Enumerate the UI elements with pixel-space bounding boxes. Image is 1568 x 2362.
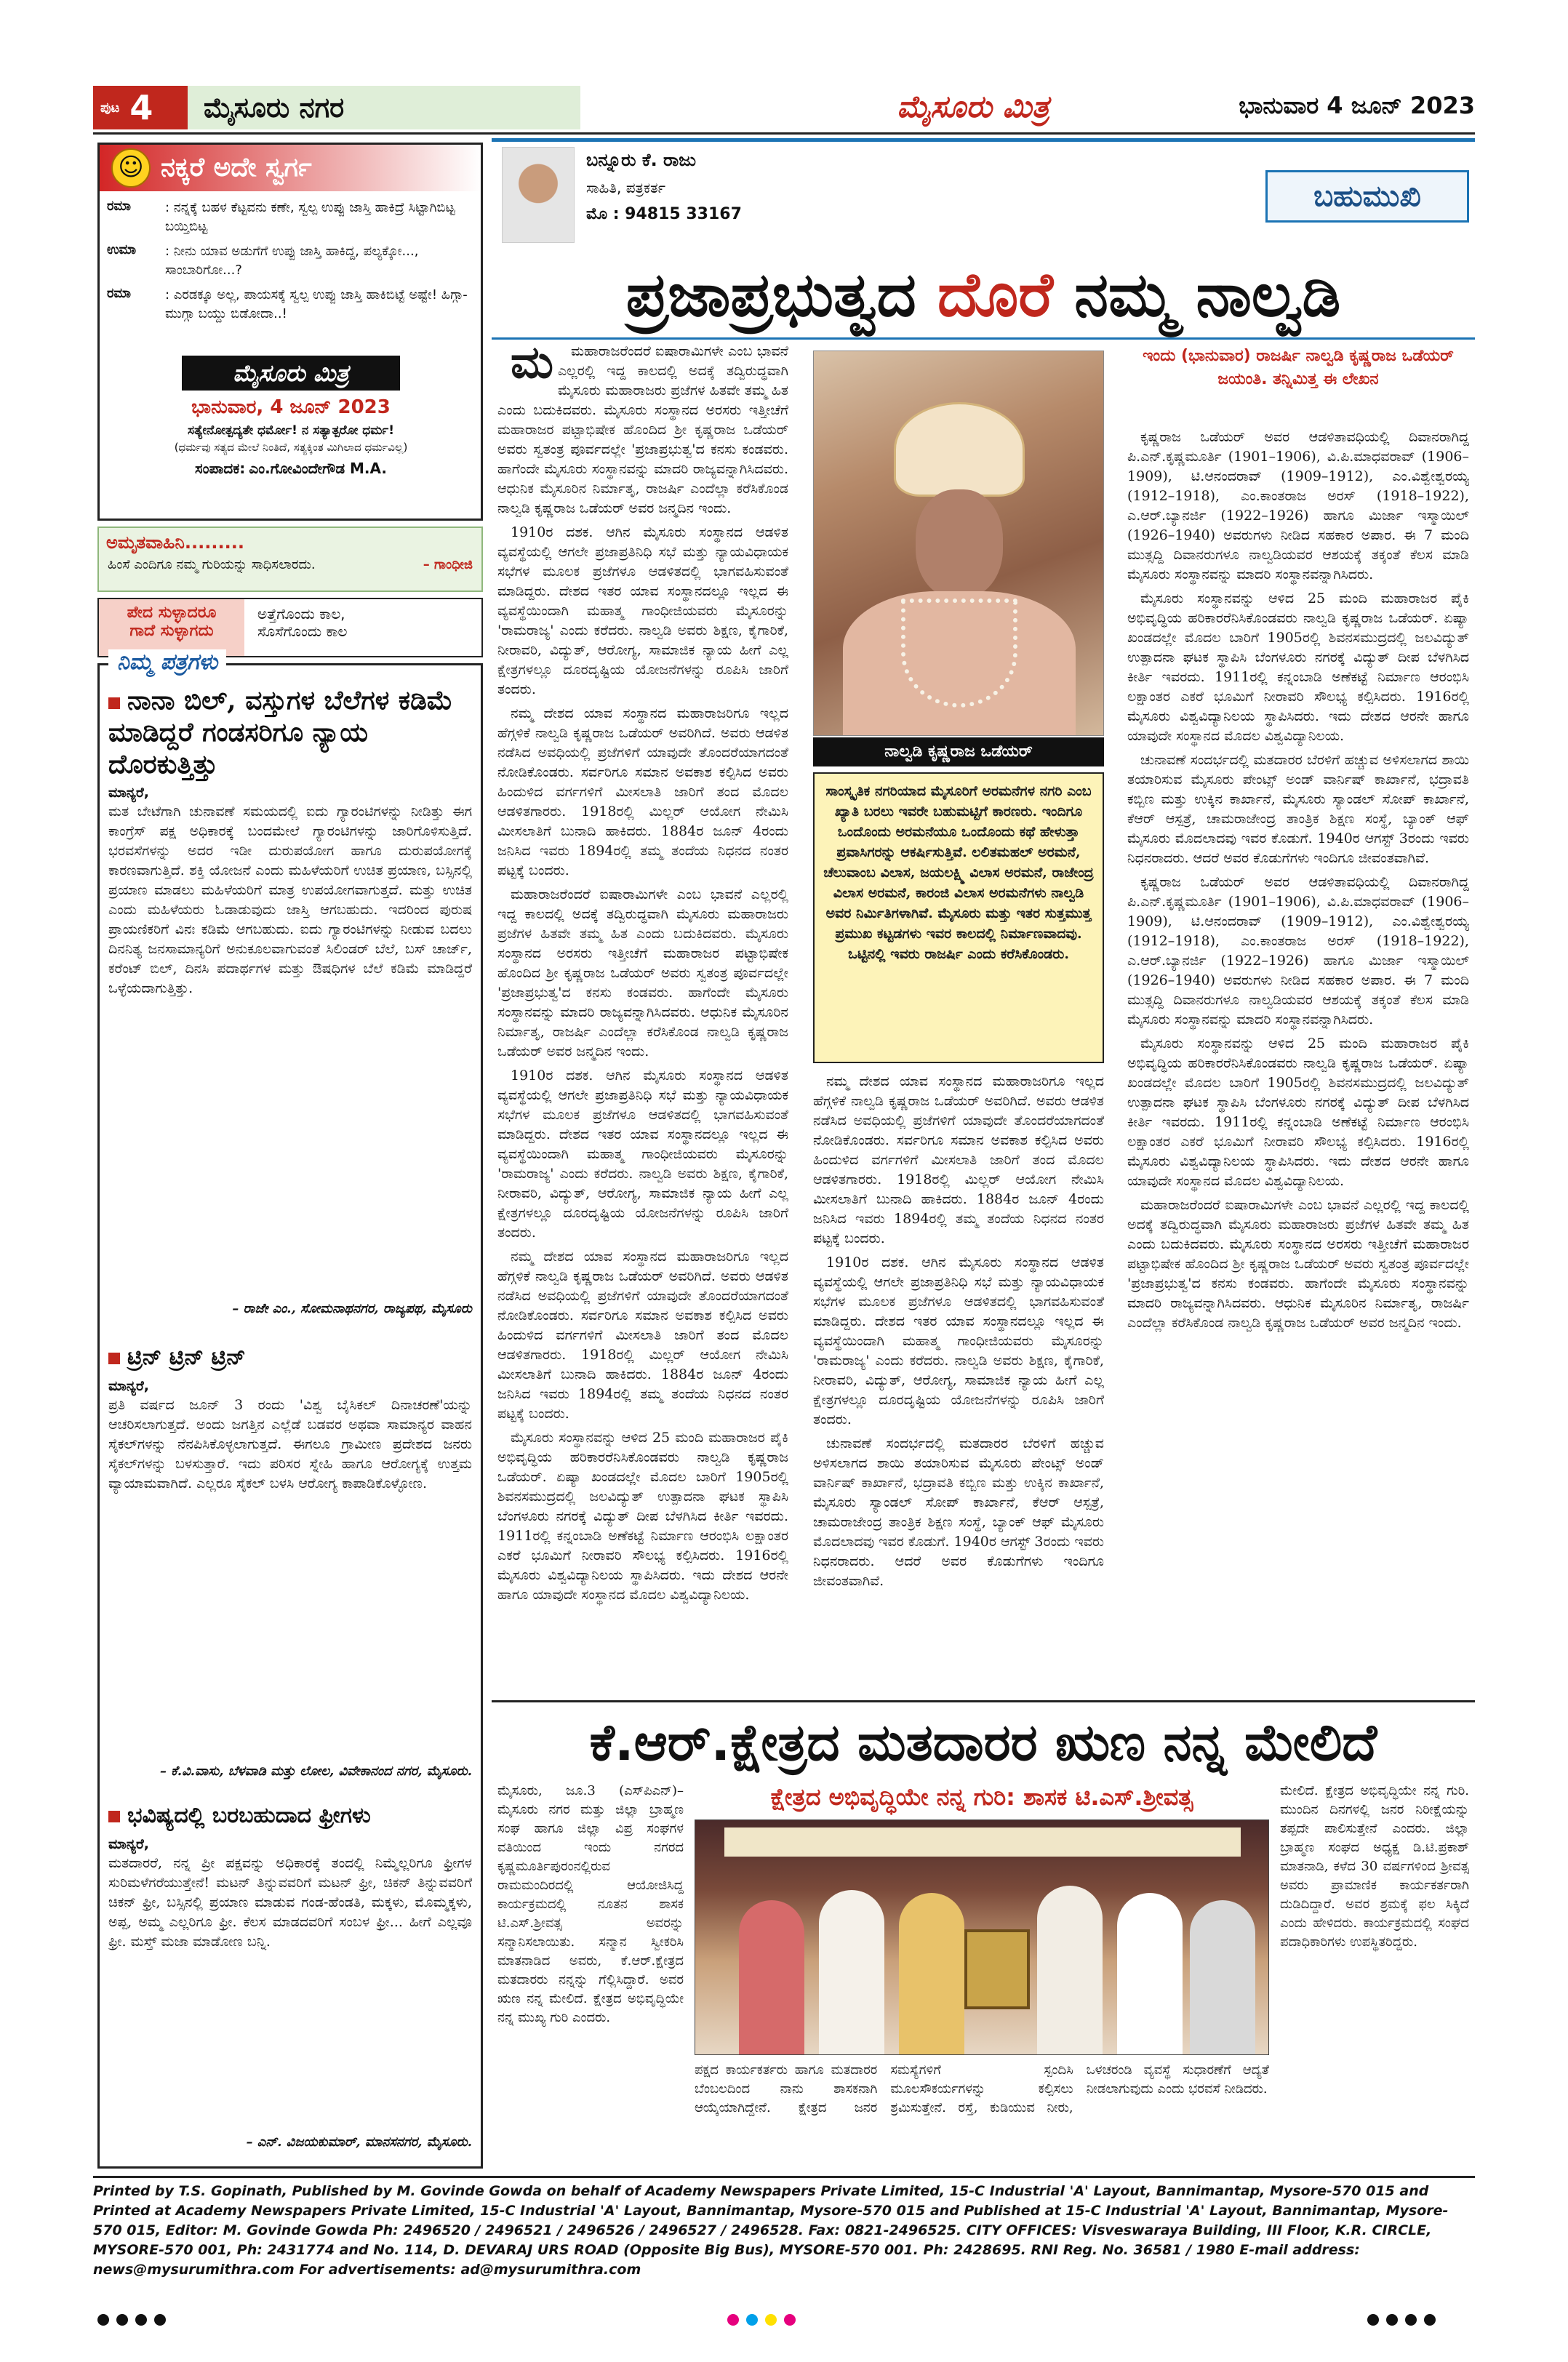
letter-signature: – ಕೆ.ವಿ.ವಾಸು, ಬೆಳವಾಡಿ ಮತ್ತು ಲೋಲ, ವಿವೇಕಾನಂದ ನಗರ, ಮೈಸೂರು. <box>159 1764 472 1779</box>
humor-text: : ಎರಡಕ್ಕೂ ಅಲ್ಲ, ಪಾಯಸಕ್ಕೆ ಸ್ವಲ್ಪ ಉಪ್ಪು ಜಾಸ್ತಿ ಹಾಕಿಬಿಟ್ಟೆ ಅಷ್ಟೇ! ಹಿಗ್ಗಾ-ಮುಗ್ಗಾ ಬಯ್ದು ಬಿಡೋದಾ..! <box>165 287 468 321</box>
article-paragraph: ನಮ್ಮ ದೇಶದ ಯಾವ ಸಂಸ್ಥಾನದ ಮಹಾರಾಜರಿಗೂ ಇಲ್ಲದ ಹೆಗ್ಗಳಿಕೆ ನಾಲ್ವಡಿ ಕೃಷ್ಣರಾಜ ಒಡೆಯರ್ ಅವರಿಗಿದೆ. ಅವರು ಆಡಳಿತ ನಡೆಸಿದ ಅವಧಿಯಲ್ಲಿ ಪ್ರಜೆಗಳಿಗೆ ಯಾವುದೇ ತೊಂದರೆಯಾಗದಂತೆ ನೋಡಿಕೊಂಡರು. ಸರ್ವರಿಗೂ ಸಮಾನ ಅವಕಾಶ ಕಲ್ಪಿಸಿದ ಅವರು ಹಿಂದುಳಿದ ವರ್ಗಗಳಿಗೆ ಮೀಸಲಾತಿ ಜಾರಿಗೆ ತಂದ ಮೊದಲ ಆಡಳಿತಗಾರರು. 1918ರಲ್ಲಿ ಮಿಲ್ಲರ್ ಆಯೋಗ ನೇಮಿಸಿ ಮೀಸಲಾತಿಗೆ ಬುನಾದಿ ಹಾಕಿದರು. 1884ರ ಜೂನ್ 4ರಂದು ಜನಿಸಿದ ಇವರು 1894ರಲ್ಲಿ ತಮ್ಮ ತಂದೆಯ ನಿಧನದ ನಂತರ ಪಟ್ಟಕ್ಕೆ ಬಂದರು. <box>497 1249 788 1422</box>
letter-3 <box>108 1800 472 2150</box>
proverb-box <box>97 598 483 657</box>
humor-line <box>107 242 475 280</box>
letter-salutation: ಮಾನ್ಯರೆ, <box>108 785 149 801</box>
person-figure <box>1190 1900 1255 2055</box>
masthead-box <box>107 356 475 516</box>
article-paragraph: ನಮ್ಮ ದೇಶದ ಯಾವ ಸಂಸ್ಥಾನದ ಮಹಾರಾಜರಿಗೂ ಇಲ್ಲದ ಹೆಗ್ಗಳಿಕೆ ನಾಲ್ವಡಿ ಕೃಷ್ಣರಾಜ ಒಡೆಯರ್ ಅವರಿಗಿದೆ. ಅವರು ಆಡಳಿತ ನಡೆಸಿದ ಅವಧಿಯಲ್ಲಿ ಪ್ರಜೆಗಳಿಗೆ ಯಾವುದೇ ತೊಂದರೆಯಾಗದಂತೆ ನೋಡಿಕೊಂಡರು. ಸರ್ವರಿಗೂ ಸಮಾನ ಅವಕಾಶ ಕಲ್ಪಿಸಿದ ಅವರು ಹಿಂದುಳಿದ ವರ್ಗಗಳಿಗೆ ಮೀಸಲಾತಿ ಜಾರಿಗೆ ತಂದ ಮೊದಲ ಆಡಳಿತಗಾರರು. 1918ರಲ್ಲಿ ಮಿಲ್ಲರ್ ಆಯೋಗ ನೇಮಿಸಿ ಮೀಸಲಾತಿಗೆ ಬುನಾದಿ ಹಾಕಿದರು. 1884ರ ಜೂನ್ 4ರಂದು ಜನಿಸಿದ ಇವರು 1894ರಲ್ಲಿ ತಮ್ಮ ತಂದೆಯ ನಿಧನದ ನಂತರ ಪಟ್ಟಕ್ಕೆ ಬಂದರು. <box>813 1073 1104 1246</box>
person-figure <box>739 1900 804 2055</box>
news-column-left: ಮೈಸೂರು, ಜೂ.3 (ಎಸ್‌ಪಿಎನ್)– ಮೈಸೂರು ನಗರ ಮತ್ತು ಜಿಲ್ಲಾ ಬ್ರಾಹ್ಮಣ ಸಂಘ ಹಾಗೂ ಜಿಲ್ಲಾ ವಿಪ್ರ ಸಂಘಗಳ ವತಿಯಿಂದ ಇಂದು ನಗರದ ಕೃಷ್ಣಮೂರ್ತಿಪುರಂನಲ್ಲಿರುವ ರಾಮಮಂದಿರದಲ್ಲಿ ಆಯೋಜಿಸಿದ್ದ ಕಾರ್ಯಕ್ರಮದಲ್ಲಿ ನೂತನ ಶಾಸಕ ಟಿ.ಎಸ್.ಶ್ರೀವತ್ಸ ಅವರನ್ನು ಸನ್ಮಾನಿಸಲಾಯಿತು. ಸನ್ಮಾನ ಸ್ವೀಕರಿಸಿ ಮಾತನಾಡಿದ ಅವರು, ಕೆ.ಆರ್.ಕ್ಷೇತ್ರದ ಮತದಾರರು ನನ್ನನ್ನು ಗೆಲ್ಲಿಸಿದ್ದಾರೆ. ಅವರ ಋಣ ನನ್ನ ಮೇಲಿದೆ. ಕ್ಷೇತ್ರದ ಅಭಿವೃದ್ಧಿಯೇ ನನ್ನ ಮುಖ್ಯ ಗುರಿ ಎಂದರು. <box>497 1783 684 2025</box>
article-paragraph: ಮಹಾರಾಜರೆಂದರೆ ಐಷಾರಾಮಿಗಳೇ ಎಂಬ ಭಾವನೆ ಎಲ್ಲರಲ್ಲಿ ಇದ್ದ ಕಾಲದಲ್ಲಿ ಅದಕ್ಕೆ ತದ್ವಿರುದ್ಧವಾಗಿ ಮೈಸೂರು ಮಹಾರಾಜರು ಪ್ರಜೆಗಳ ಹಿತವೇ ತಮ್ಮ ಹಿತ ಎಂದು ಬದುಕಿದವರು. ಮೈಸೂರು ಸಂಸ್ಥಾನದ ಅರಸರು ಇತ್ತೀಚೆಗೆ ಮಹಾರಾಜರ ಪಟ್ಟಾಭಿಷೇಕ ಹೊಂದಿದ ಶ್ರೀ ಕೃಷ್ಣರಾಜ ಒಡೆಯರ್ ಅವರು ಸ್ವತಂತ್ರ ಪೂರ್ವದಲ್ಲೇ 'ಪ್ರಜಾಪ್ರಭುತ್ವ'ದ ಕನಸು ಕಂಡವರು. ಹಾಗೆಂದೇ ಮೈಸೂರು ಸಂಸ್ಥಾನವನ್ನು ಮಾದರಿ ರಾಜ್ಯವನ್ನಾಗಿಸಿದವರು. ಆಧುನಿಕ ಮೈಸೂರಿನ ನಿರ್ಮಾತೃ, ರಾಜರ್ಷಿ ಎಂದೆಲ್ಲಾ ಕರೆಸಿಕೊಂಡ ನಾಲ್ವಡಿ ಕೃಷ್ಣರಾಜ ಒಡೆಯರ್ ಅವರ ಜನ್ಮದಿನ ಇಂದು. <box>1127 1197 1469 1331</box>
article-paragraph: ನಮ್ಮ ದೇಶದ ಯಾವ ಸಂಸ್ಥಾನದ ಮಹಾರಾಜರಿಗೂ ಇಲ್ಲದ ಹೆಗ್ಗಳಿಕೆ ನಾಲ್ವಡಿ ಕೃಷ್ಣರಾಜ ಒಡೆಯರ್ ಅವರಿಗಿದೆ. ಅವರು ಆಡಳಿತ ನಡೆಸಿದ ಅವಧಿಯಲ್ಲಿ ಪ್ರಜೆಗಳಿಗೆ ಯಾವುದೇ ತೊಂದರೆಯಾಗದಂತೆ ನೋಡಿಕೊಂಡರು. ಸರ್ವರಿಗೂ ಸಮಾನ ಅವಕಾಶ ಕಲ್ಪಿಸಿದ ಅವರು ಹಿಂದುಳಿದ ವರ್ಗಗಳಿಗೆ ಮೀಸಲಾತಿ ಜಾರಿಗೆ ತಂದ ಮೊದಲ ಆಡಳಿತಗಾರರು. 1918ರಲ್ಲಿ ಮಿಲ್ಲರ್ ಆಯೋಗ ನೇಮಿಸಿ ಮೀಸಲಾತಿಗೆ ಬುನಾದಿ ಹಾಕಿದರು. 1884ರ ಜೂನ್ 4ರಂದು ಜನಿಸಿದ ಇವರು 1894ರಲ್ಲಿ ತಮ್ಮ ತಂದೆಯ ನಿಧನದ ನಂತರ ಪಟ್ಟಕ್ಕೆ ಬಂದರು. <box>497 705 788 878</box>
article-top-rule <box>492 138 1475 142</box>
header-date: ಭಾನುವಾರ 4 ಜೂನ್ 2023 <box>1239 92 1475 119</box>
article-column-1 <box>497 342 788 1694</box>
article-headline <box>492 255 1475 335</box>
amrutavahini-quote-line <box>99 553 481 577</box>
article-paragraph: ಮಹಾರಾಜರೆಂದರೆ ಐಷಾರಾಮಿಗಳೇ ಎಂಬ ಭಾವನೆ ಎಲ್ಲರಲ್ಲಿ ಇದ್ದ ಕಾಲದಲ್ಲಿ ಅದಕ್ಕೆ ತದ್ವಿರುದ್ಧವಾಗಿ ಮೈಸೂರು ಮಹಾರಾಜರು ಪ್ರಜೆಗಳ ಹಿತವೇ ತಮ್ಮ ಹಿತ ಎಂದು ಬದುಕಿದವರು. ಮೈಸೂರು ಸಂಸ್ಥಾನದ ಅರಸರು ಇತ್ತೀಚೆಗೆ ಮಹಾರಾಜರ ಪಟ್ಟಾಭಿಷೇಕ ಹೊಂದಿದ ಶ್ರೀ ಕೃಷ್ಣರಾಜ ಒಡೆಯರ್ ಅವರು ಸ್ವತಂತ್ರ ಪೂರ್ವದಲ್ಲೇ 'ಪ್ರಜಾಪ್ರಭುತ್ವ'ದ ಕನಸು ಕಂಡವರು. ಹಾಗೆಂದೇ ಮೈಸೂರು ಸಂಸ್ಥಾನವನ್ನು ಮಾದರಿ ರಾಜ್ಯವನ್ನಾಗಿಸಿದವರು. ಆಧುನಿಕ ಮೈಸೂರಿನ ನಿರ್ಮಾತೃ, ರಾಜರ್ಷಿ ಎಂದೆಲ್ಲಾ ಕರೆಸಿಕೊಂಡ ನಾಲ್ವಡಿ ಕೃಷ್ಣರಾಜ ಒಡೆಯರ್ ಅವರ ಜನ್ಮದಿನ ಇಂದು. <box>497 886 788 1060</box>
letter-signature: – ರಾಜೇ ಎಂ., ಸೋಮನಾಥನಗರ, ರಾಜ್ಯಪಥ, ಮೈಸೂರು <box>232 1301 472 1316</box>
letters-section-title: ನಿಮ್ಮ ಪತ್ರಗಳು <box>108 649 226 675</box>
letter-body: ಮತ ಬೇಟೆಗಾಗಿ ಚುನಾವಣೆ ಸಮಯದಲ್ಲಿ ಐದು ಗ್ಯಾರಂಟಿಗಳನ್ನು ನೀಡಿತ್ತು ಈಗ ಕಾಂಗ್ರೆಸ್ ಪಕ್ಷ ಅಧಿಕಾರಕ್ಕೆ ಬಂದಮೇಲೆ ಗ್ಯಾರಂಟಿಗಳನ್ನು ಜಾರಿಗೊಳಿಸುತ್ತಿದೆ. ಭರವಸೆಗಳನ್ನು ಅದರ ಇಡೀ ದುರುಪಯೋಗ ಹಾಗೂ ದುರುಪಯೋಗಕ್ಕೆ ಕಾರಣವಾಗುತ್ತಿದೆ. ಶಕ್ತಿ ಯೋಜನೆ ಎಂದು ಮಹಿಳೆಯರಿಗೆ ಉಚಿತ ಪ್ರಯಾಣ, ಬಸ್ಸಿನಲ್ಲಿ ಪ್ರಯಾಣ ಮಾಡಲು ಮಹಿಳೆಯರಿಗೆ ಮಾತ್ರ ಉಪಯೋಗವಾಗುತ್ತದೆ. ಮತ್ತು ಉಚಿತ ಎಂದು ಮಹಿಳೆಯರು ಓಡಾಡುವುದು ಜಾಸ್ತಿ ಆಗಬಹುದು. ಇದರಿಂದ ಪುರುಷ ಪ್ರಾಯಣಿಕರಿಗೆ ವಿನಃ ಕಡಿಮೆ ಆಗಬಹುದು. ಐದು ಗ್ಯಾರಂಟಿಗಳನ್ನು ನೀಡುವ ಬದಲು ದಿನನಿತ್ಯ ಜನಸಾಮಾನ್ಯರಿಗೆ ಅನುಕೂಲವಾಗುವಂತೆ ಸಿಲಿಂಡರ್ ಬೆಲೆ, ಬಸ್ ಚಾರ್ಜ್, ಕರೆಂಟ್ ಬಿಲ್, ದಿನಸಿ ಪದಾರ್ಥಗಳ ಮತ್ತು ಔಷಧಿಗಳ ಬೆಲೆ ಕಡಿಮೆ ಮಾಡಿದ್ದರೆ ಒಳ್ಳೆಯದಾಗುತ್ತಿತ್ತು. <box>108 804 472 996</box>
color-dot <box>116 2314 128 2326</box>
color-dot <box>784 2314 796 2326</box>
humor-speaker: ರಮಾ <box>107 286 131 301</box>
person-figure <box>1117 1893 1183 2055</box>
letters-section <box>97 649 483 2169</box>
letter-2 <box>108 1342 472 1779</box>
side-headline: ಇಂದು (ಭಾನುವಾರ) ರಾಜರ್ಷಿ ನಾಲ್ವಡಿ ಕೃಷ್ಣರಾಜ ಒಡೆಯರ್ ಜಯಂತಿ. ತನ್ನಿಮಿತ್ತ ಈ ಲೇಖನ <box>1143 347 1454 388</box>
person-figure <box>819 1890 884 2055</box>
humor-title-bar <box>100 145 481 191</box>
article-paragraph: 1910ರ ದಶಕ. ಆಗಿನ ಮೈಸೂರು ಸಂಸ್ಥಾನದ ಆಡಳಿತ ವ್ಯವಸ್ಥೆಯಲ್ಲಿ ಆಗಲೇ ಪ್ರಜಾಪ್ರತಿನಿಧಿ ಸಭೆ ಮತ್ತು ನ್ಯಾಯವಿಧಾಯಕ ಸಭೆಗಳ ಮೂಲಕ ಪ್ರಜೆಗಳೂ ಆಡಳಿತದಲ್ಲಿ ಭಾಗವಹಿಸುವಂತೆ ಮಾಡಿದ್ದರು. ದೇಶದ ಇತರ ಯಾವ ಸಂಸ್ಥಾನದಲ್ಲೂ ಇಲ್ಲದ ಈ ವ್ಯವಸ್ಥೆಯಿಂದಾಗಿ ಮಹಾತ್ಮ ಗಾಂಧೀಜಿಯವರು ಮೈಸೂರನ್ನು 'ರಾಮರಾಜ್ಯ' ಎಂದು ಕರೆದರು. ನಾಲ್ವಡಿ ಅವರು ಶಿಕ್ಷಣ, ಕೈಗಾರಿಕೆ, ನೀರಾವರಿ, ವಿದ್ಯುತ್, ಆರೋಗ್ಯ, ಸಾಮಾಜಿಕ ನ್ಯಾಯ ಹೀಗೆ ಎಲ್ಲ ಕ್ಷೇತ್ರಗಳಲ್ಲೂ ದೂರದೃಷ್ಟಿಯ ಯೋಜನೆಗಳನ್ನು ರೂಪಿಸಿ ಜಾರಿಗೆ ತಂದರು. <box>813 1254 1104 1428</box>
humor-line <box>107 199 475 236</box>
color-dot <box>727 2314 739 2326</box>
page-number: 4 <box>129 88 153 127</box>
quote-text: ಸಾಂಸ್ಕೃತಿಕ ನಗರಿಯಾದ ಮೈಸೂರಿಗೆ ಅರಮನೆಗಳ ನಗರಿ ಎಂಬ ಖ್ಯಾತಿ ಬರಲು ಇವರೇ ಬಹುಮಟ್ಟಿಗೆ ಕಾರಣರು. ಇಂದಿಗೂ ಒಂದೊಂದು ಅರಮನೆಯೂ ಒಂದೊಂದು ಕಥೆ ಹೇಳುತ್ತಾ ಪ್ರವಾಸಿಗರನ್ನು ಆಕರ್ಷಿಸುತ್ತಿವೆ. ಲಲಿತಮಹಲ್ ಅರಮನೆ, ಚೆಲುವಾಂಬ ವಿಲಾಸ, ಜಯಲಕ್ಷ್ಮಿ ವಿಲಾಸ ಅರಮನೆ, ರಾಜೇಂದ್ರ ವಿಲಾಸ ಅರಮನೆ, ಕಾರಂಜಿ ವಿಲಾಸ ಅರಮನೆಗಳು ನಾಲ್ವಡಿ ಅವರ ನಿರ್ಮಿತಿಗಳಾಗಿವೆ. ಮೈಸೂರು ಮತ್ತು ಇತರ ಸುತ್ತಮುತ್ತ ಪ್ರಮುಖ ಕಟ್ಟಡಗಳು ಇವರ ಕಾಲದಲ್ಲಿ ನಿರ್ಮಾಣವಾದವು. ಒಟ್ಟಿನಲ್ಲಿ ಇವರು ರಾಜರ್ಷಿ ಎಂದು ಕರೆಸಿಕೊಂಡರು. <box>823 783 1094 962</box>
section-title: ಮೈಸೂರು ನಗರ <box>204 91 345 124</box>
quote-box <box>813 772 1104 1063</box>
article-column-2 <box>813 1072 1104 1694</box>
author-phone: ಮೊ : 94815 33167 <box>586 205 742 223</box>
color-dot <box>97 2314 109 2326</box>
headline-part2: ದೊರೆ <box>937 259 1054 330</box>
necklace <box>901 598 1017 708</box>
article-paragraph: 1910ರ ದಶಕ. ಆಗಿನ ಮೈಸೂರು ಸಂಸ್ಥಾನದ ಆಡಳಿತ ವ್ಯವಸ್ಥೆಯಲ್ಲಿ ಆಗಲೇ ಪ್ರಜಾಪ್ರತಿನಿಧಿ ಸಭೆ ಮತ್ತು ನ್ಯಾಯವಿಧಾಯಕ ಸಭೆಗಳ ಮೂಲಕ ಪ್ರಜೆಗಳೂ ಆಡಳಿತದಲ್ಲಿ ಭಾಗವಹಿಸುವಂತೆ ಮಾಡಿದ್ದರು. ದೇಶದ ಇತರ ಯಾವ ಸಂಸ್ಥಾನದಲ್ಲೂ ಇಲ್ಲದ ಈ ವ್ಯವಸ್ಥೆಯಿಂದಾಗಿ ಮಹಾತ್ಮ ಗಾಂಧೀಜಿಯವರು ಮೈಸೂರನ್ನು 'ರಾಮರಾಜ್ಯ' ಎಂದು ಕರೆದರು. ನಾಲ್ವಡಿ ಅವರು ಶಿಕ್ಷಣ, ಕೈಗಾರಿಕೆ, ನೀರಾವರಿ, ವಿದ್ಯುತ್, ಆರೋಗ್ಯ, ಸಾಮಾಜಿಕ ನ್ಯಾಯ ಹೀಗೆ ಎಲ್ಲ ಕ್ಷೇತ್ರಗಳಲ್ಲೂ ದೂರದೃಷ್ಟಿಯ ಯೋಜನೆಗಳನ್ನು ರೂಪಿಸಿ ಜಾರಿಗೆ ತಂದರು. <box>497 1068 788 1241</box>
proverb-right-line2: ಸೊಸೆಗೊಂದು ಕಾಲ <box>257 622 348 640</box>
news-column-right: ಮೇಲಿದೆ. ಕ್ಷೇತ್ರದ ಅಭಿವೃದ್ಧಿಯೇ ನನ್ನ ಗುರಿ. ಮುಂದಿನ ದಿನಗಳಲ್ಲಿ ಜನರ ನಿರೀಕ್ಷೆಯನ್ನು ತಪ್ಪದೇ ಪಾಲಿಸುತ್ತೇನೆ ಎಂದರು. ಜಿಲ್ಲಾ ಬ್ರಾಹ್ಮಣ ಸಂಘದ ಅಧ್ಯಕ್ಷ ಡಿ.ಟಿ.ಪ್ರಕಾಶ್ ಮಾತನಾಡಿ, ಕಳೆದ 30 ವರ್ಷಗಳಿಂದ ಶ್ರೀವತ್ಸ ಅವರು ಪ್ರಾಮಾಣಿಕ ಕಾರ್ಯಕರ್ತರಾಗಿ ದುಡಿದಿದ್ದಾರೆ. ಅವರ ಶ್ರಮಕ್ಕೆ ಫಲ ಸಿಕ್ಕಿದೆ ಎಂದು ಹೇಳಿದರು. ಕಾರ್ಯಕ್ರಮದಲ್ಲಿ ಸಂಘದ ಪದಾಧಿಕಾರಿಗಳು ಉಪಸ್ಥಿತರಿದ್ದರು. <box>1280 1783 1469 1950</box>
amrutavahini-title: ಅಮೃತವಾಹಿನಿ......... <box>106 532 244 553</box>
headline-rule <box>492 337 1475 340</box>
letter-body: ಪ್ರತಿ ವರ್ಷದ ಜೂನ್ 3 ರಂದು 'ವಿಶ್ವ ಬೈಸಿಕಲ್ ದಿನಾಚರಣೆ'ಯನ್ನು ಆಚರಿಸಲಾಗುತ್ತದೆ. ಅಂದು ಜಗತ್ತಿನ ಎಲ್ಲೆಡೆ ಬಡವರ ಅಥವಾ ಸಾಮಾನ್ಯರ ವಾಹನ ಸೈಕಲ್‌ಗಳನ್ನು ನೆನಪಿಸಿಕೊಳ್ಳಲಾಗುತ್ತದೆ. ಈಗಲೂ ಗ್ರಾಮೀಣ ಪ್ರದೇಶದ ಜನರು ಸೈಕಲ್‌ಗಳನ್ನು ಬಳಸುತ್ತಾರೆ. ಇದು ಪರಿಸರ ಸ್ನೇಹಿ ಹಾಗೂ ಆರೋಗ್ಯಕ್ಕೆ ಉತ್ತಮ ವ್ಯಾಯಾಮವಾಗಿದೆ. ಎಲ್ಲರೂ ಸೈಕಲ್ ಬಳಸಿ ಆರೋಗ್ಯ ಕಾಪಾಡಿಕೊಳ್ಳೋಣ. <box>108 1397 472 1492</box>
letter-signature: – ಎನ್. ವಿಜಯಕುಮಾರ್, ಮಾನಸನಗರ, ಮೈಸೂರು. <box>246 2134 472 2150</box>
color-dot <box>1424 2314 1436 2326</box>
editor-name: ಎಂ.ಗೋವಿಂದೇಗೌಡ M.A. <box>249 460 387 477</box>
editor-label: ಸಂಪಾದಕ: <box>195 460 246 477</box>
portrait-image <box>814 351 1103 735</box>
color-dot <box>765 2314 777 2326</box>
footer-rule <box>93 2176 1475 2178</box>
author-name: ಬನ್ನೂರು ಕೆ. ರಾಜು <box>586 150 696 170</box>
headline-part3: ನಮ್ಮ ನಾಲ್ವಡಿ <box>1074 259 1341 330</box>
article-paragraph: ಚುನಾವಣೆ ಸಂದರ್ಭದಲ್ಲಿ ಮತದಾರರ ಬೆರಳಿಗೆ ಹಚ್ಚುವ ಅಳಿಸಲಾಗದ ಶಾಯಿ ತಯಾರಿಸುವ ಮೈಸೂರು ಪೇಂಟ್ಸ್ ಅಂಡ್ ವಾರ್ನಿಷ್ ಕಾರ್ಖಾನೆ, ಭದ್ರಾವತಿ ಕಬ್ಬಿಣ ಮತ್ತು ಉಕ್ಕಿನ ಕಾರ್ಖಾನೆ, ಮೈಸೂರು ಸ್ಯಾಂಡಲ್ ಸೋಪ್ ಕಾರ್ಖಾನೆ, ಕೆಆರ್ ಆಸ್ಪತ್ರೆ, ಚಾಮರಾಜೇಂದ್ರ ತಾಂತ್ರಿಕ ಶಿಕ್ಷಣ ಸಂಸ್ಥೆ, ಬ್ಯಾಂಕ್ ಆಫ್ ಮೈಸೂರು ಮೊದಲಾದವು ಇವರ ಕೊಡುಗೆ. 1940ರ ಆಗಸ್ಟ್ 3ರಂದು ಇವರು ನಿಧನರಾದರು. ಆದರೆ ಅವರ ಕೊಡುಗೆಗಳು ಇಂದಿಗೂ ಜೀವಂತವಾಗಿವೆ. <box>1127 752 1469 866</box>
letter-body: ಮತದಾರರೆ, ನನ್ನ ಪ್ರೀ ಪಕ್ಷವನ್ನು ಅಧಿಕಾರಕ್ಕೆ ತಂದಲ್ಲಿ ನಿಮ್ಮೆಲ್ಲರಿಗೂ ಫ್ರೀಗಳ ಸುರಿಮಳೆಗರೆಯುತ್ತೇನೆ! ಮಟನ್ ತಿನ್ನುವವರಿಗೆ ಮಟನ್ ಫ್ರೀ, ಚಿಕನ್ ತಿನ್ನುವವರಿಗೆ ಚಿಕನ್ ಫ್ರೀ, ಬಸ್ಸಿನಲ್ಲಿ ಪ್ರಯಾಣ ಮಾಡುವ ಗಂಡ-ಹೆಂಡತಿ, ಮಕ್ಕಳು, ಮೊಮ್ಮಕ್ಕಳು, ಅಪ್ಪ, ಅಮ್ಮ ಎಲ್ಲರಿಗೂ ಫ್ರೀ. ಕೆಲಸ ಮಾಡದವರಿಗೆ ಸಂಬಳ ಫ್ರೀ... ಹೀಗೆ ಎಲ್ಲವೂ ಫ್ರೀ. ಮಸ್ತ್ ಮಜಾ ಮಾಡೋಣ ಬನ್ನಿ. <box>108 1855 472 1950</box>
page-label: ಪುಟ <box>100 100 120 116</box>
person-figure <box>1037 1886 1103 2055</box>
letter-title: ಭವಿಷ್ಯದಲ್ಲಿ ಬರಬಹುದಾದ ಫ್ರೀಗಳು <box>108 1800 472 1832</box>
registration-dots-left <box>97 2314 243 2329</box>
registration-dots-right <box>1367 2314 1513 2329</box>
letter-salutation: ಮಾನ್ಯರೆ, <box>108 1836 149 1852</box>
portrait-caption-bar: ನಾಲ್ವಡಿ ಕೃಷ್ಣರಾಜ ಒಡೆಯರ್ <box>813 737 1104 766</box>
amrutavahini-box <box>97 527 483 592</box>
amrutavahini-author: – ಗಾಂಧೀಜಿ <box>423 557 473 572</box>
section-title-bar <box>188 86 580 129</box>
letter-title: ಟ್ರಿನ್ ಟ್ರಿನ್ ಟ್ರಿನ್ <box>108 1342 472 1374</box>
laugh-icon: ☺ <box>111 148 151 188</box>
author-role: ಸಾಹಿತಿ, ಪತ್ರಕರ್ತ <box>586 179 665 196</box>
humor-speaker: ಉಮಾ <box>107 242 137 257</box>
humor-title: ನಕ್ಕರೆ ಅದೇ ಸ್ವರ್ಗ <box>161 153 312 183</box>
article-paragraph: ಮ ಮಹಾರಾಜರೆಂದರೆ ಐಷಾರಾಮಿಗಳೇ ಎಂಬ ಭಾವನೆ ಎಲ್ಲರಲ್ಲಿ ಇದ್ದ ಕಾಲದಲ್ಲಿ ಅದಕ್ಕೆ ತದ್ವಿರುದ್ಧವಾಗಿ ಮೈಸೂರು ಮಹಾರಾಜರು ಪ್ರಜೆಗಳ ಹಿತವೇ ತಮ್ಮ ಹಿತ ಎಂದು ಬದುಕಿದವರು. ಮೈಸೂರು ಸಂಸ್ಥಾನದ ಅರಸರು ಇತ್ತೀಚೆಗೆ ಮಹಾರಾಜರ ಪಟ್ಟಾಭಿಷೇಕ ಹೊಂದಿದ ಶ್ರೀ ಕೃಷ್ಣರಾಜ ಒಡೆಯರ್ ಅವರು ಸ್ವತಂತ್ರ ಪೂರ್ವದಲ್ಲೇ 'ಪ್ರಜಾಪ್ರಭುತ್ವ'ದ ಕನಸು ಕಂಡವರು. ಹಾಗೆಂದೇ ಮೈಸೂರು ಸಂಸ್ಥಾನವನ್ನು ಮಾದರಿ ರಾಜ್ಯವನ್ನಾಗಿಸಿದವರು. ಆಧುನಿಕ ಮೈಸೂರಿನ ನಿರ್ಮಾತೃ, ರಾಜರ್ಷಿ ಎಂದೆಲ್ಲಾ ಕರೆಸಿಕೊಂಡ ನಾಲ್ವಡಿ ಕೃಷ್ಣರಾಜ ಒಡೆಯರ್ ಅವರ ಜನ್ಮದಿನ ಇಂದು. <box>497 342 788 516</box>
masthead-motto: ಸತ್ಯೇನೋತ್ಪದ್ಯತೇ ಧರ್ಮೋ! ನ ಸತ್ಯಾತ್ಪರೋ ಧರ್ಮ! <box>188 423 394 438</box>
letter-salutation: ಮಾನ್ಯರೆ, <box>108 1378 149 1394</box>
color-dot <box>1386 2314 1398 2326</box>
article-paragraph: 1910ರ ದಶಕ. ಆಗಿನ ಮೈಸೂರು ಸಂಸ್ಥಾನದ ಆಡಳಿತ ವ್ಯವಸ್ಥೆಯಲ್ಲಿ ಆಗಲೇ ಪ್ರಜಾಪ್ರತಿನಿಧಿ ಸಭೆ ಮತ್ತು ನ್ಯಾಯವಿಧಾಯಕ ಸಭೆಗಳ ಮೂಲಕ ಪ್ರಜೆಗಳೂ ಆಡಳಿತದಲ್ಲಿ ಭಾಗವಹಿಸುವಂತೆ ಮಾಡಿದ್ದರು. ದೇಶದ ಇತರ ಯಾವ ಸಂಸ್ಥಾನದಲ್ಲೂ ಇಲ್ಲದ ಈ ವ್ಯವಸ್ಥೆಯಿಂದಾಗಿ ಮಹಾತ್ಮ ಗಾಂಧೀಜಿಯವರು ಮೈಸೂರನ್ನು 'ರಾಮರಾಜ್ಯ' ಎಂದು ಕರೆದರು. ನಾಲ್ವಡಿ ಅವರು ಶಿಕ್ಷಣ, ಕೈಗಾರಿಕೆ, ನೀರಾವರಿ, ವಿದ್ಯುತ್, ಆರೋಗ್ಯ, ಸಾಮಾಜಿಕ ನ್ಯಾಯ ಹೀಗೆ ಎಲ್ಲ ಕ್ಷೇತ್ರಗಳಲ್ಲೂ ದೂರದೃಷ್ಟಿಯ ಯೋಜನೆಗಳನ್ನು ರೂಪಿಸಿ ಜಾರಿಗೆ ತಂದರು. <box>497 524 788 697</box>
article-paragraph: ಮೈಸೂರು ಸಂಸ್ಥಾನವನ್ನು ಆಳಿದ 25 ಮಂದಿ ಮಹಾರಾಜರ ಪೈಕಿ ಅಭಿವೃದ್ಧಿಯ ಹರಿಕಾರರೆನಿಸಿಕೊಂಡವರು ನಾಲ್ವಡಿ ಕೃಷ್ಣರಾಜ ಒಡೆಯರ್. ಏಷ್ಯಾ ಖಂಡದಲ್ಲೇ ಮೊದಲ ಬಾರಿಗೆ 1905ರಲ್ಲಿ ಶಿವನಸಮುದ್ರದಲ್ಲಿ ಜಲವಿದ್ಯುತ್ ಉತ್ಪಾದನಾ ಘಟಕ ಸ್ಥಾಪಿಸಿ ಬೆಂಗಳೂರು ನಗರಕ್ಕೆ ವಿದ್ಯುತ್ ದೀಪ ಬೆಳಗಿಸಿದ ಕೀರ್ತಿ ಇವರದು. 1911ರಲ್ಲಿ ಕನ್ನಂಬಾಡಿ ಅಣೆಕಟ್ಟೆ ನಿರ್ಮಾಣ ಆರಂಭಿಸಿ ಲಕ್ಷಾಂತರ ಎಕರೆ ಭೂಮಿಗೆ ನೀರಾವರಿ ಸೌಲಭ್ಯ ಕಲ್ಪಿಸಿದರು. 1916ರಲ್ಲಿ ಮೈಸೂರು ವಿಶ್ವವಿದ್ಯಾನಿಲಯ ಸ್ಥಾಪಿಸಿದರು. ಇದು ದೇಶದ ಆರನೇ ಹಾಗೂ ಯಾವುದೇ ಸಂಸ್ಥಾನದ ಮೊದಲ ವಿಶ್ವವಿದ್ಯಾನಿಲಯ. <box>1127 1036 1469 1189</box>
proverb-left-line1: ಪೇದ ಸುಳ್ಳಾದರೂ <box>127 604 217 622</box>
turban <box>894 402 1025 497</box>
humor-text: : ನೀನು ಯಾವ ಅಡುಗೆಗೆ ಉಪ್ಪು ಜಾಸ್ತಿ ಹಾಕಿದ್ದ, ಪಲ್ಯಕ್ಕೋ..., ಸಾಂಬಾರಿಗೋ...? <box>165 244 419 278</box>
article-paragraph: ಕೃಷ್ಣರಾಜ ಒಡೆಯರ್ ಅವರ ಆಡಳಿತಾವಧಿಯಲ್ಲಿ ದಿವಾನರಾಗಿದ್ದ ಪಿ.ಎನ್.ಕೃಷ್ಣಮೂರ್ತಿ (1901–1906), ವಿ.ಪಿ.ಮಾಧವರಾವ್ (1906–1909), ಟಿ.ಆನಂದರಾವ್ (1909–1912), ಎಂ.ವಿಶ್ವೇಶ್ವರಯ್ಯ (1912–1918), ಎಂ.ಕಾಂತರಾಜ ಅರಸ್ (1918–1922), ಎ.ಆರ್.ಬ್ಯಾನರ್ಜಿ (1922–1926) ಹಾಗೂ ಮಿರ್ಜಾ ಇಸ್ಮಾಯಿಲ್ (1926–1940) ಅವರುಗಳು ನೀಡಿದ ಸಹಕಾರ ಅಪಾರ. ಈ 7 ಮಂದಿ ಮುತ್ಸದ್ದಿ ದಿವಾನರುಗಳೂ ನಾಲ್ವಡಿಯವರ ಆಶಯಕ್ಕೆ ತಕ್ಕಂತೆ ಕೆಲಸ ಮಾಡಿ ಮೈಸೂರು ಸಂಸ್ಥಾನವನ್ನು ಮಾದರಿ ಸಂಸ್ಥಾನವನ್ನಾಗಿಸಿದರು. <box>1127 429 1469 583</box>
stage-banner <box>724 1827 1241 1857</box>
proverb-right-line1: ಅತ್ತೆಗೊಂದು ಕಾಲ, <box>257 605 345 622</box>
news-photo <box>695 1819 1269 2055</box>
letter-1 <box>108 684 472 1316</box>
footer-imprint: Printed by T.S. Gopinath, Published by M. Govinde Gowda on behalf of Academy Newspapers Private Limited, 15-C Industrial 'A' Layout, Bannimantap, Mysore-570 015 and Printed at Academy Newspapers Private Limited, 15-C Industrial 'A' Layout, Bannimantap, Mysore-570 015 and Published at 15-C Industrial 'A' Layout, Bannimantap, Mysore-570 015, Editor: M. Govinde Gowda Ph: 2496520 / 2496521 / 2496526 / 2496527 / 2496528. Fax: 0821-2496525. CITY OFFICES: Visveswaraya Building, III Floor, K.R. CIRCLE, MYSORE-570 001, Ph: 2431774 and No. 114, D. DEVARAJ URS ROAD (Opposite Big Bus), MYSORE-570 001. Ph: 2428695. RNI Reg. No. 36581 / 1980 E-mail address: news@mysurumithra.com For advertisements: ad@mysurumithra.com <box>93 2183 1449 2278</box>
humor-dialogue <box>107 199 475 324</box>
color-dot <box>1367 2314 1379 2326</box>
article-column-3 <box>1127 428 1469 1694</box>
page-number-badge <box>93 86 188 129</box>
person-figure <box>899 1893 964 2055</box>
article-paragraph: ಮೈಸೂರು ಸಂಸ್ಥಾನವನ್ನು ಆಳಿದ 25 ಮಂದಿ ಮಹಾರಾಜರ ಪೈಕಿ ಅಭಿವೃದ್ಧಿಯ ಹರಿಕಾರರೆನಿಸಿಕೊಂಡವರು ನಾಲ್ವಡಿ ಕೃಷ್ಣರಾಜ ಒಡೆಯರ್. ಏಷ್ಯಾ ಖಂಡದಲ್ಲೇ ಮೊದಲ ಬಾರಿಗೆ 1905ರಲ್ಲಿ ಶಿವನಸಮುದ್ರದಲ್ಲಿ ಜಲವಿದ್ಯುತ್ ಉತ್ಪಾದನಾ ಘಟಕ ಸ್ಥಾಪಿಸಿ ಬೆಂಗಳೂರು ನಗರಕ್ಕೆ ವಿದ್ಯುತ್ ದೀಪ ಬೆಳಗಿಸಿದ ಕೀರ್ತಿ ಇವರದು. 1911ರಲ್ಲಿ ಕನ್ನಂಬಾಡಿ ಅಣೆಕಟ್ಟೆ ನಿರ್ಮಾಣ ಆರಂಭಿಸಿ ಲಕ್ಷಾಂತರ ಎಕರೆ ಭೂಮಿಗೆ ನೀರಾವರಿ ಸೌಲಭ್ಯ ಕಲ್ಪಿಸಿದರು. 1916ರಲ್ಲಿ ಮೈಸೂರು ವಿಶ್ವವಿದ್ಯಾನಿಲಯ ಸ್ಥಾಪಿಸಿದರು. ಇದು ದೇಶದ ಆರನೇ ಹಾಗೂ ಯಾವುದೇ ಸಂಸ್ಥಾನದ ಮೊದಲ ವಿಶ್ವವಿದ್ಯಾನಿಲಯ. <box>1127 590 1469 744</box>
news-column-mid: ಪಕ್ಷದ ಕಾರ್ಯಕರ್ತರು ಹಾಗೂ ಮತದಾರರ ಬೆಂಬಲದಿಂದ ನಾನು ಶಾಸಕನಾಗಿ ಆಯ್ಕೆಯಾಗಿದ್ದೇನೆ. ಕ್ಷೇತ್ರದ ಜನರ ಸಮಸ್ಯೆಗಳಿಗೆ ಸ್ಪಂದಿಸಿ ಮೂಲಸೌಕರ್ಯಗಳನ್ನು ಕಲ್ಪಿಸಲು ಶ್ರಮಿಸುತ್ತೇನೆ. ರಸ್ತೆ, ಕುಡಿಯುವ ನೀರು, ಒಳಚರಂಡಿ ವ್ಯವಸ್ಥೆ ಸುಧಾರಣೆಗೆ ಆದ್ಯತೆ ನೀಡಲಾಗುವುದು ಎಂದು ಭರವಸೆ ನೀಡಿದರು. <box>695 2062 1269 2115</box>
column-name-box <box>1265 170 1469 223</box>
humor-line <box>107 286 475 324</box>
article-paragraph: ಕೃಷ್ಣರಾಜ ಒಡೆಯರ್ ಅವರ ಆಡಳಿತಾವಧಿಯಲ್ಲಿ ದಿವಾನರಾಗಿದ್ದ ಪಿ.ಎನ್.ಕೃಷ್ಣಮೂರ್ತಿ (1901–1906), ವಿ.ಪಿ.ಮಾಧವರಾವ್ (1906–1909), ಟಿ.ಆನಂದರಾವ್ (1909–1912), ಎಂ.ವಿಶ್ವೇಶ್ವರಯ್ಯ (1912–1918), ಎಂ.ಕಾಂತರಾಜ ಅರಸ್ (1918–1922), ಎ.ಆರ್.ಬ್ಯಾನರ್ಜಿ (1922–1926) ಹಾಗೂ ಮಿರ್ಜಾ ಇಸ್ಮಾಯಿಲ್ (1926–1940) ಅವರುಗಳು ನೀಡಿದ ಸಹಕಾರ ಅಪಾರ. ಈ 7 ಮಂದಿ ಮುತ್ಸದ್ದಿ ದಿವಾನರುಗಳೂ ನಾಲ್ವಡಿಯವರ ಆಶಯಕ್ಕೆ ತಕ್ಕಂತೆ ಕೆಲಸ ಮಾಡಿ ಮೈಸೂರು ಸಂಸ್ಥಾನವನ್ನು ಮಾದರಿ ಸಂಸ್ಥಾನವನ್ನಾಗಿಸಿದರು. <box>1127 874 1469 1028</box>
color-dot <box>135 2314 147 2326</box>
frame-gift <box>964 1929 1030 2009</box>
humor-speaker: ರಮಾ <box>107 199 131 214</box>
letter-title: ನಾನಾ ಬಿಲ್, ವಸ್ತುಗಳ ಬೆಲೆಗಳ ಕಡಿಮೆ ಮಾಡಿದ್ದರೆ ಗಂಡಸರಿಗೂ ನ್ಯಾಯ ದೊರಕುತ್ತಿತ್ತು <box>108 685 453 780</box>
author-photo <box>502 147 575 243</box>
humor-box <box>97 143 483 521</box>
registration-dots-center <box>727 2314 873 2329</box>
amrutavahini-quote: ಹಿಂಸೆ ಎಂದಿಗೂ ನಮ್ಮ ಗುರಿಯನ್ನು ಸಾಧಿಸಲಾರದು. <box>108 557 316 572</box>
masthead: ಮೈಸೂರು ಮಿತ್ರ <box>897 89 1049 124</box>
article-paragraph: ಮೈಸೂರು ಸಂಸ್ಥಾನವನ್ನು ಆಳಿದ 25 ಮಂದಿ ಮಹಾರಾಜರ ಪೈಕಿ ಅಭಿವೃದ್ಧಿಯ ಹರಿಕಾರರೆನಿಸಿಕೊಂಡವರು ನಾಲ್ವಡಿ ಕೃಷ್ಣರಾಜ ಒಡೆಯರ್. ಏಷ್ಯಾ ಖಂಡದಲ್ಲೇ ಮೊದಲ ಬಾರಿಗೆ 1905ರಲ್ಲಿ ಶಿವನಸಮುದ್ರದಲ್ಲಿ ಜಲವಿದ್ಯುತ್ ಉತ್ಪಾದನಾ ಘಟಕ ಸ್ಥಾಪಿಸಿ ಬೆಂಗಳೂರು ನಗರಕ್ಕೆ ವಿದ್ಯುತ್ ದೀಪ ಬೆಳಗಿಸಿದ ಕೀರ್ತಿ ಇವರದು. 1911ರಲ್ಲಿ ಕನ್ನಂಬಾಡಿ ಅಣೆಕಟ್ಟೆ ನಿರ್ಮಾಣ ಆರಂಭಿಸಿ ಲಕ್ಷಾಂತರ ಎಕರೆ ಭೂಮಿಗೆ ನೀರಾವರಿ ಸೌಲಭ್ಯ ಕಲ್ಪಿಸಿದರು. 1916ರಲ್ಲಿ ಮೈಸೂರು ವಿಶ್ವವಿದ್ಯಾನಿಲಯ ಸ್ಥಾಪಿಸಿದರು. ಇದು ದೇಶದ ಆರನೇ ಹಾಗೂ ಯಾವುದೇ ಸಂಸ್ಥಾನದ ಮೊದಲ ವಿಶ್ವವಿದ್ಯಾನಿಲಯ. <box>497 1430 788 1603</box>
proverb-left <box>99 599 244 656</box>
proverb-right <box>244 599 361 656</box>
article-bottom-rule <box>492 1700 1475 1702</box>
color-dot <box>1405 2314 1417 2326</box>
color-dot <box>154 2314 166 2326</box>
masthead-date: ಭಾನುವಾರ, 4 ಜೂನ್ 2023 <box>191 396 391 418</box>
drop-cap: ಮ <box>511 342 553 388</box>
proverb-left-line2: ಗಾದೆ ಸುಳ್ಳಾಗದು <box>129 622 214 640</box>
color-dot <box>746 2314 758 2326</box>
column-name: ಬಹುಮುಖಿ <box>1313 180 1421 213</box>
face <box>916 489 1003 598</box>
masthead-motto-translation: (ಧರ್ಮವು ಸತ್ಯದ ಮೇಲೆ ನಿಂತಿದೆ, ಸತ್ಯಕ್ಕಿಂತ ಮಿಗಿಲಾದ ಧರ್ಮವಿಲ್ಲ) <box>174 441 408 454</box>
author-info <box>586 150 892 244</box>
header-rule <box>93 132 1475 135</box>
article-paragraph: ಚುನಾವಣೆ ಸಂದರ್ಭದಲ್ಲಿ ಮತದಾರರ ಬೆರಳಿಗೆ ಹಚ್ಚುವ ಅಳಿಸಲಾಗದ ಶಾಯಿ ತಯಾರಿಸುವ ಮೈಸೂರು ಪೇಂಟ್ಸ್ ಅಂಡ್ ವಾರ್ನಿಷ್ ಕಾರ್ಖಾನೆ, ಭದ್ರಾವತಿ ಕಬ್ಬಿಣ ಮತ್ತು ಉಕ್ಕಿನ ಕಾರ್ಖಾನೆ, ಮೈಸೂರು ಸ್ಯಾಂಡಲ್ ಸೋಪ್ ಕಾರ್ಖಾನೆ, ಕೆಆರ್ ಆಸ್ಪತ್ರೆ, ಚಾಮರಾಜೇಂದ್ರ ತಾಂತ್ರಿಕ ಶಿಕ್ಷಣ ಸಂಸ್ಥೆ, ಬ್ಯಾಂಕ್ ಆಫ್ ಮೈಸೂರು ಮೊದಲಾದವು ಇವರ ಕೊಡುಗೆ. 1940ರ ಆಗಸ್ಟ್ 3ರಂದು ಇವರು ನಿಧನರಾದರು. ಆದರೆ ಅವರ ಕೊಡುಗೆಗಳು ಇಂದಿಗೂ ಜೀವಂತವಾಗಿವೆ. <box>813 1436 1104 1589</box>
page-header <box>93 86 1475 129</box>
news-headline: ಕೆ.ಆರ್.ಕ್ಷೇತ್ರದ ಮತದಾರರ ಋಣ ನನ್ನ ಮೇಲಿದೆ <box>589 1713 1377 1772</box>
king-portrait <box>813 351 1104 736</box>
headline-part1: ಪ್ರಜಾಪ್ರಭುತ್ವದ <box>625 259 916 330</box>
news-subheadline: ಕ್ಷೇತ್ರದ ಅಭಿವೃದ್ಧಿಯೇ ನನ್ನ ಗುರಿ: ಶಾಸಕ ಟಿ.ಎಸ್.ಶ್ರೀವತ್ಸ <box>770 1783 1193 1811</box>
editor-line <box>107 460 475 477</box>
humor-text: : ನನ್ನಕ್ಕೆ ಬಹಳ ಕೆಟ್ಟವನು ಕಣೇ, ಸ್ವಲ್ಪ ಉಪ್ಪು ಜಾಸ್ತಿ ಹಾಕಿದ್ರೆ ಸಿಟ್ಟಾಗಿಬಿಟ್ಟ ಬಯ್ತಿಬಿಟ್ಟ <box>165 200 455 234</box>
masthead-logo: ಮೈಸೂರು ಮಿತ್ರ <box>182 356 400 391</box>
